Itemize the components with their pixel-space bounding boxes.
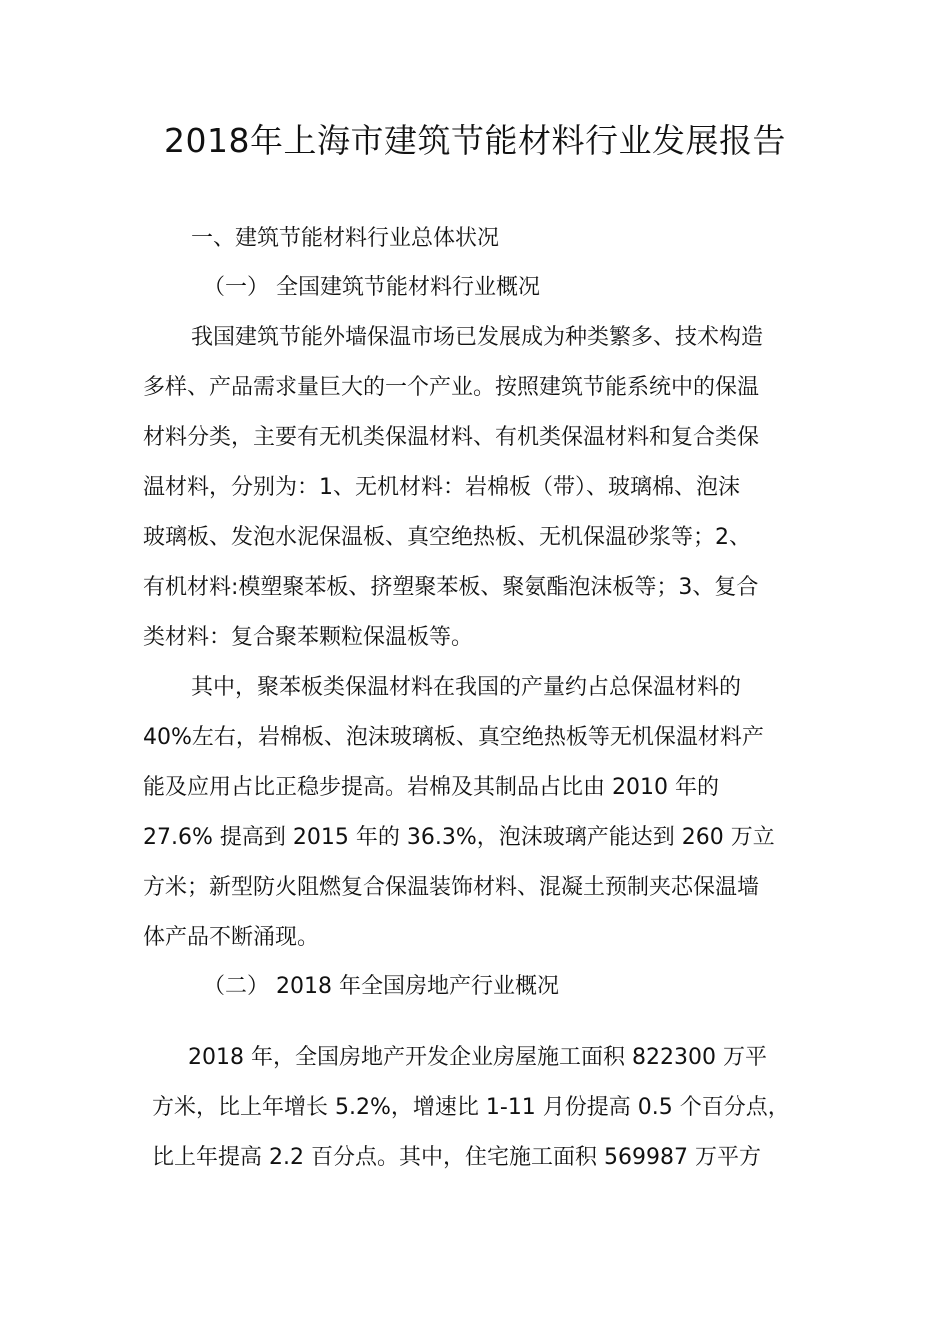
paragraph-line: 材料分类，主要有无机类保温材料、有机类保温材料和复合类保 xyxy=(143,425,760,450)
paragraph-line: 方米；新型防火阻燃复合保温装饰材料、混凝土预制夹芯保温墙 xyxy=(143,875,760,900)
subsection-heading: （一） 全国建筑节能材料行业概况 xyxy=(203,275,540,300)
paragraph-line: 我国建筑节能外墙保温市场已发展成为种类繁多、技术构造 xyxy=(191,325,764,350)
section-heading: 一、建筑节能材料行业总体状况 xyxy=(191,226,500,251)
paragraph-line: 2018 年，全国房地产开发企业房屋施工面积 822300 万平 xyxy=(188,1045,767,1070)
paragraph-line: 其中，聚苯板类保温材料在我国的产量约占总保温材料的 xyxy=(191,675,742,700)
paragraph-line: 有机材料:模塑聚苯板、挤塑聚苯板、聚氨酯泡沫板等；3、复合 xyxy=(143,575,759,600)
paragraph-line: 27.6% 提高到 2015 年的 36.3%，泡沫玻璃产能达到 260 万立 xyxy=(143,825,775,850)
paragraph-line: 玻璃板、发泡水泥保温板、真空绝热板、无机保温砂浆等；2、 xyxy=(143,525,751,550)
paragraph-line: 40%左右，岩棉板、泡沫玻璃板、真空绝热板等无机保温材料产 xyxy=(143,725,764,750)
paragraph-line: 温材料，分别为：1、无机材料：岩棉板（带）、玻璃棉、泡沫 xyxy=(143,475,740,500)
document-title: 2018年上海市建筑节能材料行业发展报告 xyxy=(164,121,786,160)
paragraph-line: 类材料：复合聚苯颗粒保温板等。 xyxy=(143,625,474,650)
paragraph-line: 能及应用占比正稳步提高。岩棉及其制品占比由 2010 年的 xyxy=(143,775,719,800)
paragraph-line: 比上年提高 2.2 百分点。其中，住宅施工面积 569987 万平方 xyxy=(152,1145,761,1170)
paragraph-line: 体产品不断涌现。 xyxy=(143,925,320,950)
paragraph-line: 多样、产品需求量巨大的一个产业。按照建筑节能系统中的保温 xyxy=(143,375,760,400)
subsection-heading: （二） 2018 年全国房地产行业概况 xyxy=(203,974,559,999)
paragraph-line: 方米，比上年增长 5.2%，增速比 1-11 月份提高 0.5 个百分点， xyxy=(152,1095,790,1120)
